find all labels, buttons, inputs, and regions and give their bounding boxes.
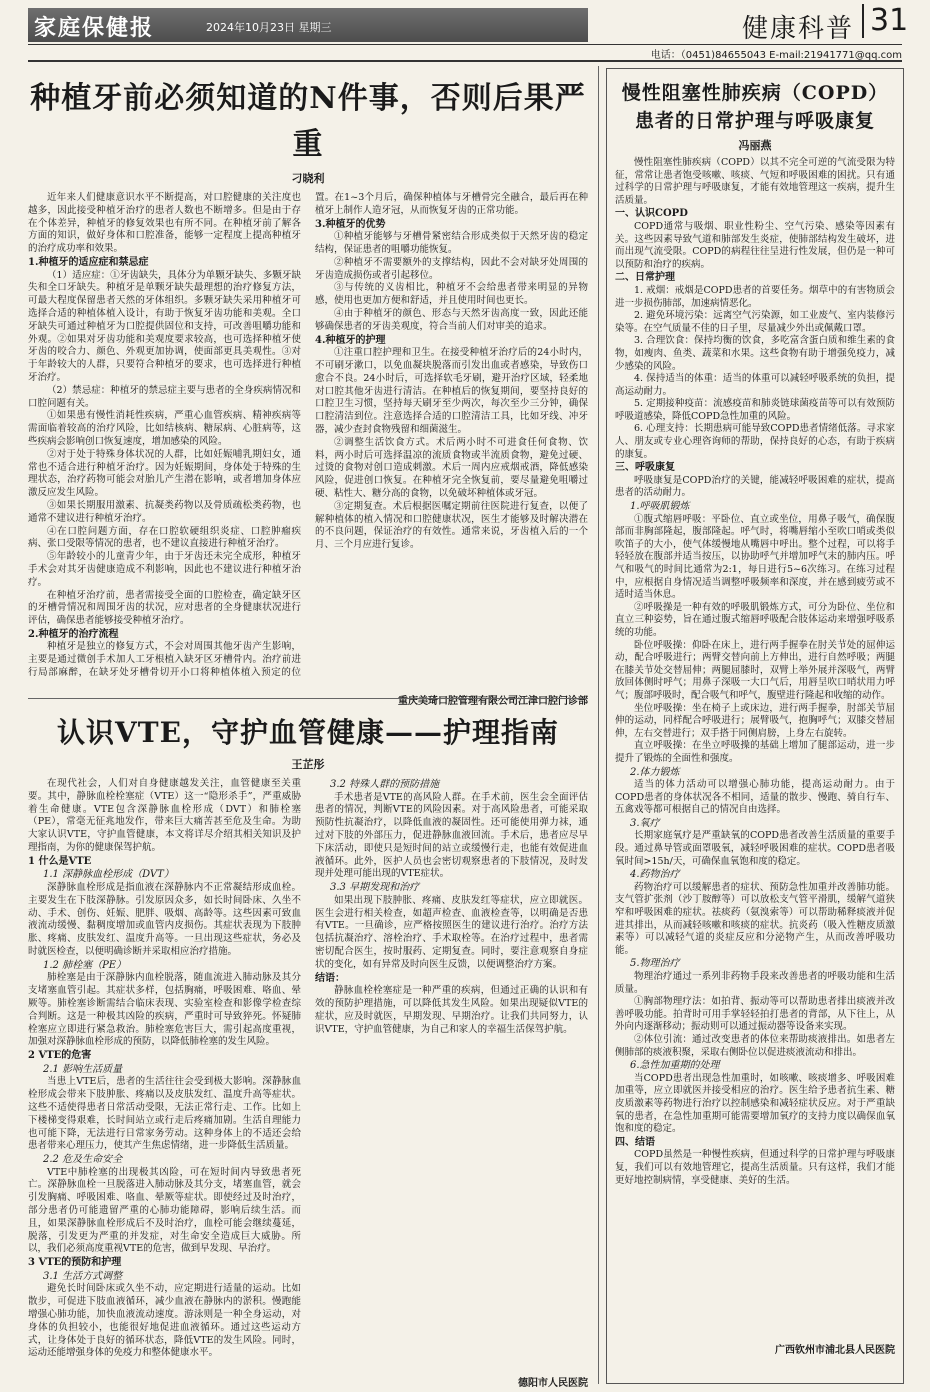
paragraph: 手术患者是VTE的高风险人群。在手术前，医生会全面评估患者的情况，判断VTE的风险因素。对于高风险患者，可能采取预防性抗凝治疗，以降低血液的凝固性。还可能使用弹力袜，通过对下肢的外部压力，促进静脉血液回流。手术后，患者应尽早下床活动，即使只是短时间的站立或缓慢行走，也能有效促进血液循环。此外，医护人员也会密切观察患者的下肢情况，及时发现并处理可能出现的VTE症状。 [315, 791, 588, 880]
paragraph: 种植牙是独立的修复方式，不会对周围其他牙齿产生影响，主要是通过微创手术加人工牙根植入缺牙区牙槽骨内。治疗前进行局部麻醉，在缺牙处牙槽骨切开小口将种植体植入预定的位置。在1~3个月后，确保种植体与牙槽骨完全融合，最后再在种植牙上制作人造牙冠，从而恢复牙齿的正常功能。 [28, 192, 588, 679]
subsection-heading: 2.体力锻炼 [630, 766, 680, 778]
paragraph: 2. 避免环境污染：远离空气污染源，如工业废气、室内装修污染等。在空气质量不佳的日子里，尽量减少外出或佩戴口罩。 [615, 310, 895, 334]
article-body [615, 157, 895, 1339]
paragraph: 物理治疗通过一系列非药物手段来改善患者的呼吸功能和生活质量。 [615, 971, 895, 995]
section-heading: 3 VTE的预防和护理 [28, 1257, 122, 1269]
article-copd [606, 68, 904, 1384]
article-byline: 冯丽燕 [738, 139, 772, 152]
paragraph: 5. 定期接种疫苗：流感疫苗和肺炎链球菌疫苗等可以有效预防呼吸道感染，降低COPD急性加重的风险。 [615, 398, 895, 422]
page-header [0, 0, 930, 61]
paragraph: 坐位呼吸操：坐在椅子上或床边，进行两手握拳，肘部关节屈伸的运动，同样配合呼吸进行；展臂吸气，抱胸呼气；双膝交替屈伸，左右交替进行；双手搭于同侧肩膀，上身左右旋转。 [615, 702, 895, 739]
article-body [28, 192, 588, 690]
subsection-heading: 3.1 生活方式调整 [43, 1270, 123, 1282]
subsection-heading: 1.2 肺栓塞（PE） [43, 959, 127, 971]
article-title: 认识VTE，守护血管健康——护理指南 [57, 716, 559, 749]
paragraph: 适当的体力活动可以增强心肺功能，提高运动耐力。由于COPD患者的身体状况各不相同，适量的散步、慢跑、骑自行车、五禽戏等都可根据自己的情况自由选择。 [615, 779, 895, 816]
section-heading: 四、结语 [615, 1136, 655, 1148]
paragraph: 如果出现下肢肿胀、疼痛、皮肤发红等症状，应立即就医。医生会进行相关检查，如超声检查、血液检查等，以明确是否患有VTE。一旦确诊，应严格按照医生的建议进行治疗。治疗方法包括抗凝治疗、溶栓治疗、手术取栓等。在治疗过程中，患者需密切配合医生，按时服药、定期复查。同时，要注意观察自身症状的变化，如有异常及时向医生反馈，以便调整治疗方案。 [315, 894, 588, 970]
contact-info: 电话：（0451)84655043 E-mail:21941771@qq.com [650, 50, 902, 61]
paragraph: （1）适应症：①牙齿缺失，具体分为单颗牙缺失、多颗牙缺失和全口牙缺失。种植牙是单颗牙缺失最理想的治疗修复方法，可最大程度保留患者天然的牙体组织。多颗牙缺失采用种植牙可选择合适的种植体植入设计，有助于恢复牙齿功能和美观。全口牙缺失可通过种植牙为口腔提供固位和支持，可改善咀嚼功能和外观。②如果对牙齿功能和美观度要求较高，也可选择种植牙使牙齿的咬合力、颜色、外观更加协调，使面部更具美观性。③对于年龄较大的人群，只要符合种植牙的要求，也可选择进行种植牙治疗。 [28, 269, 301, 383]
article-source: 重庆美琦口腔管理有限公司江津口腔门诊部 [398, 696, 588, 707]
subsection-heading: 5.物理治疗 [630, 958, 680, 970]
subsection-heading: 6.急性加重期的处理 [630, 1060, 720, 1072]
paragraph: COPD虽然是一种慢性疾病，但通过科学的日常护理与呼吸康复，我们可以有效地管理它，提高生活质量。只有这样，我们才能更好地控制病情，享受健康、美好的生活。 [615, 1149, 895, 1186]
article-dental-implant [28, 66, 588, 707]
masthead-bar [28, 8, 588, 42]
paragraph: ①注重口腔护理和卫生。在接受种植牙治疗后的24小时内，不可刷牙漱口，以免血凝块脱落而引发出血或者感染，导致伤口愈合不良。24小时后，可选择软毛牙刷，避开治疗区域，轻柔地对口腔其他牙齿进行清洁。在种植后的恢复期间，要坚持良好的口腔卫生习惯，坚持每天刷牙至少两次，每次至少三分钟，确保口腔清洁到位。注意选择合适的口腔清洁工具，比如牙线、冲牙器，减少查封食物残留和细菌滋生。 [315, 347, 588, 435]
subsection-heading: 1.1 深静脉血栓形成（DVT） [43, 869, 174, 881]
section-heading: 3.种植牙的优势 [315, 218, 386, 230]
section-heading: 2 VTE的危害 [28, 1050, 92, 1062]
subsection-heading: 1.呼吸肌锻炼 [630, 501, 690, 513]
paragraph: 长期家庭氧疗是严重缺氧的COPD患者改善生活质量的重要手段。通过鼻导管或面罩吸氧，减轻呼吸困难的症状。COPD患者吸氧时间>15h/天，可确保血氧饱和度的稳定。 [615, 830, 895, 867]
article-vte [28, 704, 588, 1389]
paragraph: 直立呼吸操：在坐立呼吸操的基础上增加了腿部运动，进一步提升了锻炼的全面性和强度。 [615, 740, 895, 764]
paragraph: ⑤年龄较小的儿童青少年，由于牙齿还未完全成形，种植牙手术会对其牙齿健康造成不利影响，因此也不建议进行种植牙治疗。 [28, 551, 301, 588]
paragraph: 在现代社会，人们对自身健康越发关注，血管健康至关重要。其中，静脉血栓栓塞症（VTE）这一“隐形杀手”，严重威胁着生命健康。VTE包含深静脉血栓形成（DVT）和肺栓塞（PE），常毫无征兆地发作，带来巨大痛苦甚至危及生命。为助大家认识VTE，守护血管健康，本文将详尽介绍其相关知识及护理指南，为你的健康保驾护航。 [28, 778, 301, 853]
article-title-line1: 慢性阻塞性肺疾病（COPD） [621, 82, 889, 104]
paragraph: 当患上VTE后，患者的生活往往会受到极大影响。深静脉血栓形成会带来下肢肿胀、疼痛以及皮肤发红、温度升高等症状。这些不适使得患者日常活动受限，无法正常行走、工作。比如上下楼梯变得艰难，长时间站立或行走后疼痛加剧。生活自理能力也可能下降，无法进行日常家务劳动。这种身体上的不适还会给患者带来心理压力，使其产生焦虑情绪，进一步降低生活质量。 [28, 1076, 301, 1152]
paragraph: COPD通常与吸烟、职业性粉尘、空气污染、感染等因素有关。这些因素导致气道和肺部发生炎症，使肺部结构发生破坏，进而出现气流受限。COPD的病程往往呈进行性发展，但仍是一种可以预防和治疗的疾病。 [615, 220, 895, 270]
section-heading: 一、认识COPD [615, 208, 688, 220]
section-heading: 三、呼吸康复 [615, 462, 675, 474]
paragraph: 深静脉血栓形成是指血液在深静脉内不正常凝结形成血栓。主要发生在下肢深静脉。引发原因众多，如长时间卧床、久坐不动、手术、创伤、妊娠、肥胖、吸烟、高龄等。这些因素可致血液流动缓慢、黏稠度增加或血管内皮损伤。其症状表现为下肢肿胀、疼痛、皮肤发红、温度升高等。一旦出现这些症状，务必及时就医检查，以便明确诊断并采取相应治疗措施。 [28, 881, 301, 957]
paragraph: ②种植牙不需要额外的支撑结构，因此不会对缺牙处周围的牙齿造成损伤或者引起移位。 [315, 256, 588, 281]
paragraph: 静脉血栓栓塞症是一种严重的疾病，但通过正确的认识和有效的预防护理措施，可以降低其发生风险。如果出现疑似VTE的症状，应及时就医，早期发现、早期治疗。让我们共同努力，认识VTE，守护血管健康，为自己和家人的幸福生活保驾护航。 [315, 985, 588, 1035]
subsection-heading: 3.3 早期发现和治疗 [330, 882, 420, 894]
paragraph: 3. 合理饮食：保持均衡的饮食，多吃富含蛋白质和维生素的食物，如瘦肉、鱼类、蔬菜和水果。这些食物有助于增强免疫力，减少感染的风险。 [615, 335, 895, 372]
page-number: 31 [862, 4, 908, 38]
paragraph: ①种植牙能够与牙槽骨紧密结合形成类似于天然牙齿的稳定结构，保证患者的咀嚼功能恢复。 [315, 231, 588, 255]
paragraph: （2）禁忌症：种植牙的禁忌症主要与患者的全身疾病情况和口腔问题有关。 [28, 384, 301, 409]
paragraph: ②对于处于特殊身体状况的人群，比如妊娠哺乳期妇女，通常也不适合进行种植牙治疗。因为妊娠期间，身体处于特殊的生理状态，治疗药物可能会对胎儿产生潜在影响，或者增加身体应激反应发生风险。 [28, 448, 301, 499]
column-divider [598, 66, 599, 1384]
paragraph: 药物治疗可以缓解患者的症状、预防急性加重并改善肺功能。支气管扩张剂（沙丁胺醇等）可以放松支气管平滑肌，缓解气道狭窄和呼吸困难的症状。祛痰药（氨溴索等）可以帮助稀释痰液并促进其排出，从而减轻咳嗽和咳痰的症状。抗炎药（吸入性糖皮质激素等）可以减轻气道的炎症反应和分泌物产生，从而改善呼吸功能。 [615, 881, 895, 956]
paragraph: 卧位呼吸操：仰卧在床上，进行两手握拳在肘关节处的屈伸运动，配合呼吸进行；两臂交替向前上方伸出，进行自然呼吸；两腿在膝关节处交替屈伸；两腿屈膝时，双臂上举外展并深吸气，两臂放回体侧时呼气；用鼻子深吸一大口气后，用唇呈吹口哨状用力呼气；腹部呼吸时，配合吸气和呼气，腹壁进行隆起和收缩的动作。 [615, 639, 895, 701]
article-title-line2: 患者的日常护理与呼吸康复 [634, 110, 875, 132]
paragraph: ①如果患有慢性消耗性疾病，严重心血管疾病、精神疾病等需面临着较高的治疗风险，比如结核病、糖尿病、心脏病等，这些疾病会影响创口恢复速度，增加感染的风险。 [28, 410, 301, 447]
section-heading: 2.种植牙的治疗流程 [28, 628, 119, 640]
article-source: 德阳市人民医院 [518, 1378, 588, 1389]
section-heading: 结语： [315, 972, 345, 984]
issue-date: 2024年10月23日 星期三 [206, 21, 332, 34]
masthead: 家庭保健报 [34, 15, 155, 41]
section-heading: 4.种植牙的护理 [315, 334, 386, 346]
article-body [28, 778, 588, 1372]
section-title: 健康科普 [742, 14, 855, 44]
paragraph: ④在口腔问题方面，存在口腔软硬组织炎症、口腔肿瘤疾病、张口受限等情况的患者，也不建议直接进行种植牙治疗。 [28, 525, 301, 550]
paragraph: ③如果长期服用激素、抗凝类药物以及骨质疏松类药物，也通常不建议进行种植牙治疗。 [28, 499, 301, 524]
article-byline: 刁晓利 [291, 172, 325, 185]
subsection-heading: 3.2 特殊人群的预防措施 [330, 779, 440, 790]
header-rule-bottom [28, 60, 902, 62]
subsection-heading: 2.2 危及生命安全 [43, 1154, 123, 1166]
section-heading: 1 什么是VTE [28, 855, 92, 867]
paragraph: ④由于种植牙的颜色、形态与天然牙齿高度一致，因此还能够确保患者的牙齿美观度，符合当前人们对审美的追求。 [315, 307, 588, 332]
subsection-heading: 4.药物治疗 [630, 869, 680, 881]
paragraph: 6. 心理支持：长期患病可能导致COPD患者情绪低落。寻求家人、朋友或专业心理咨询师的帮助，保持良好的心态，有助于疾病的康复。 [615, 423, 895, 460]
header-rule [28, 44, 902, 45]
paragraph: 4. 保持适当的体重：适当的体重可以减轻呼吸系统的负担，提高运动耐力。 [615, 373, 895, 397]
section-heading: 1.种植牙的适应症和禁忌症 [28, 256, 149, 268]
paragraph: ①胸部物理疗法：如拍背、振动等可以帮助患者排出痰液并改善呼吸功能。拍背时可用手掌轻轻拍打患者的背部，从下往上，从外向内逐渐移动；振动则可以通过振动器等设备来实现。 [615, 996, 895, 1033]
article-byline: 王芷彤 [291, 758, 325, 771]
paragraph: 慢性阻塞性肺疾病（COPD）以其不完全可逆的气流受限为特征，常常让患者饱受咳嗽、咳痰、气短和呼吸困难的困扰。只有通过科学的日常护理与呼吸康复，才能有效地管理这一疾病，提升生活质量。 [615, 157, 895, 206]
subsection-heading: 2.1 影响生活质量 [43, 1063, 123, 1075]
paragraph: 呼吸康复是COPD治疗的关键，能减轻呼吸困难的症状，提高患者的活动耐力。 [615, 474, 895, 499]
section-heading: 二、日常护理 [615, 272, 675, 284]
paragraph: 近年来人们健康意识水平不断提高，对口腔健康的关注度也越多，因此接受种植牙治疗的患者人数也不断增多。但是由于存在个体差异，种植牙的修复效果也有所不同。在种植牙前了解各方面的知识，做好身体和口腔准备，能够一定程度上提高种植牙的治疗成功率和效果。 [28, 192, 301, 255]
paragraph: 在种植牙治疗前，患者需接受全面的口腔检查，确定缺牙区的牙槽骨情况和周围牙齿的状况，应对患者的全身健康状况进行评估，确保患者能够接受种植牙治疗。 [28, 589, 301, 627]
article-title: 种植牙前必须知道的N件事，否则后果严重 [30, 81, 586, 162]
paragraph: ②调整生活饮食方式。术后两小时不可进食任何食物、饮料，两小时后可选择温凉的流质食物或半流质食物，避免过硬、过烫的食物对创口造成刺激。术后一周内应戒烟戒酒，降低感染风险，促进创口恢复。在种植牙完全恢复前，要尽量避免咀嚼过硬、粘性大、糖分高的食物，以免破坏种植体或牙冠。 [315, 436, 588, 499]
paragraph: ③定期复查。术后根据医嘱定期前往医院进行复查，以便了解种植体的植入情况和口腔健康状况，医生才能够及时解决潜在的不良问题，保证治疗的有效性。通常来说，牙齿植入后的一个月、三个月应进行复诊。 [315, 500, 588, 551]
paragraph: ②呼吸操是一种有效的呼吸肌锻炼方式，可分为卧位、坐位和直立三种姿势，旨在通过腹式缩唇呼吸配合肢体运动来增强呼吸系统的功能。 [615, 601, 895, 638]
paragraph: ③与传统的义齿相比，种植牙不会给患者带来明显的异物感，使用也更加方便和舒适，并且使用时间也更长。 [315, 282, 588, 307]
paragraph: 当COPD患者出现急性加重时，如咳嗽、咳痰增多、呼吸困难加重等，应立即就医并接受相应的治疗。医生给予患者抗生素、糖皮质激素等药物进行治疗以控制感染和减轻症状反应。对于严重缺氧的患者，在急性加重期可能需要增加氧疗的支持力度以确保血氧饱和度的稳定。 [615, 1072, 895, 1135]
subsection-heading: 3.氧疗 [630, 817, 660, 829]
article-divider [28, 698, 588, 699]
paragraph: VTE中肺栓塞的出现极其凶险，可在短时间内导致患者死亡。深静脉血栓一旦脱落进入肺动脉及其分支，堵塞血管，就会引发胸痛、呼吸困难、咯血、晕厥等症状。即使经过及时治疗，部分患者仍可能遗留严重的心肺功能障碍，影响后续生活。而且，如果深静脉血栓形成后不及时治疗，血栓可能会继续蔓延，脱落，引发更为严重的并发症，对生命安全造成巨大威胁。所以，我们必须高度重视VTE的危害，做到早发现、早治疗。 [28, 1166, 301, 1255]
paragraph: 1. 戒烟：戒烟是COPD患者的首要任务。烟草中的有害物质会进一步损伤肺部，加速病情恶化。 [615, 284, 895, 309]
paragraph: ②体位引流：通过改变患者的体位来帮助痰液排出。如患者左侧肺部的痰液积聚，采取右侧卧位以促进痰液流动和排出。 [615, 1033, 895, 1058]
paragraph: 避免长时间卧床或久坐不动，应定期进行适量的运动。比如散步，可促进下肢血液循环，减少血液在静脉内的淤积。慢跑能增强心肺功能，加快血液流动速度。游泳则是一种全身运动，对身体的负担较小，也能很好地促进血液循环。通过这些运动方式，让身体处于良好的循环状态，降低VTE的发生风险。同时，运动还能增强身体的免疫力和整体健康水平。 [28, 1283, 301, 1359]
paragraph: ①腹式缩唇呼吸：平卧位、直立或坐位，用鼻子吸气，确保腹部而非胸部隆起，腹部隆起。呼气时，将嘴唇缩小至吹口哨或类似吹笛子的大小，使气体缓慢地从嘴唇中呼出。整个过程，可以将手轻轻放在腹部并适当按压，以协助呼气并增加呼气末的肺内压。呼气和吸气的时间比通常为2:1，每日进行5~6次练习。在练习过程中，应根据自身情况适当调整呼吸频率和深度，并在感到疲劳或不适时适当休息。 [615, 513, 895, 601]
paragraph: 肺栓塞是由于深静脉内血栓脱落，随血流进入肺动脉及其分支堵塞血管引起。其症状多样，包括胸痛，呼吸困难、咯血、晕厥等。肺栓塞诊断需结合临床表现、实验室检查和影像学检查综合判断。这是一种极其凶险的疾病，严重时可导致猝死。怀疑肺栓塞应立即进行紧急救治。肺栓塞危害巨大，需引起高度重视，加强对深静脉血栓形成的预防，以降低肺栓塞的发生风险。 [28, 972, 301, 1048]
article-source: 广西钦州市浦北县人民医院 [775, 1345, 895, 1356]
